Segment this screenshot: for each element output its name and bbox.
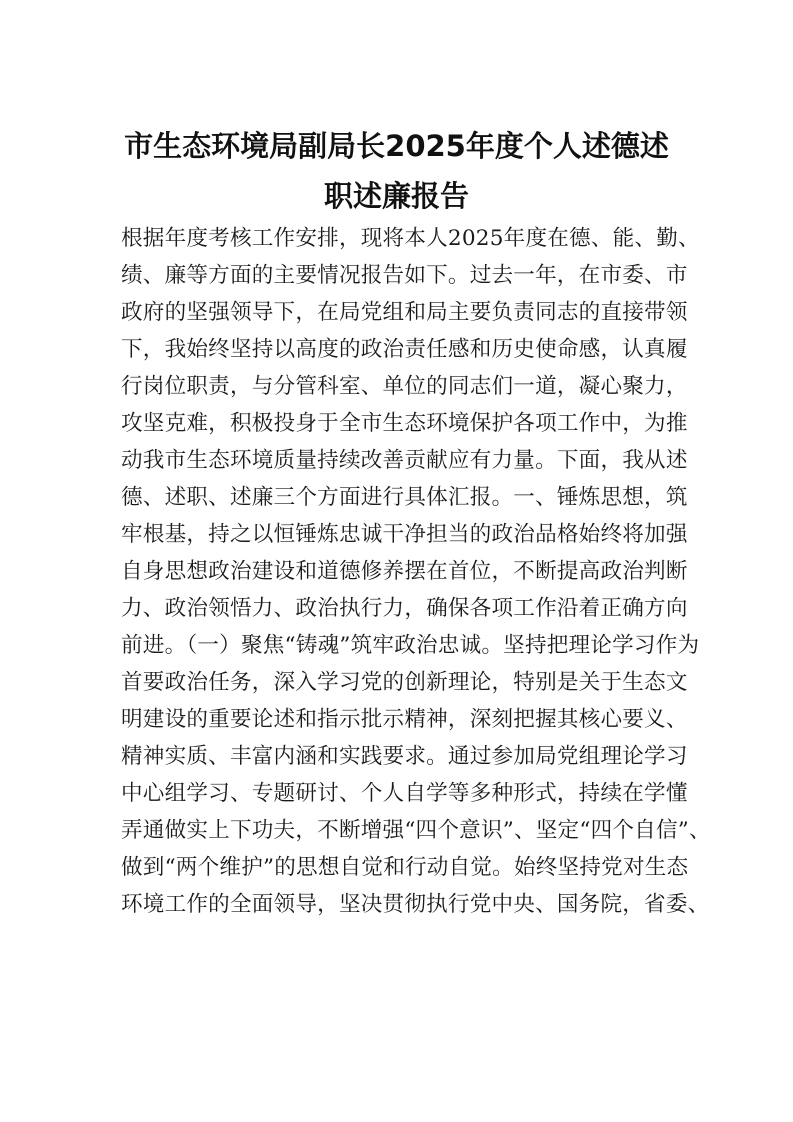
body-line: 弄通做实上下功夫，不断增强“四个意识”、坚定“四个自信”、 bbox=[121, 818, 711, 843]
body-line: 中心组学习、专题研讨、个人自学等多种形式，持续在学懂 bbox=[121, 781, 688, 806]
body-line: 绩、廉等方面的主要情况报告如下。过去一年，在市委、市 bbox=[121, 263, 688, 288]
body-line: 精神实质、丰富内涵和实践要求。通过参加局党组理论学习 bbox=[121, 744, 688, 769]
body-line: 德、述职、述廉三个方面进行具体汇报。一、锤炼思想，筑 bbox=[121, 485, 688, 510]
body-line: 牢根基，持之以恒锤炼忠诚干净担当的政治品格始终将加强 bbox=[121, 522, 688, 547]
body-line: 明建设的重要论述和指示批示精神，深刻把握其核心要义、 bbox=[121, 707, 688, 732]
body-line: 攻坚克难，积极投身于全市生态环境保护各项工作中，为推 bbox=[121, 411, 688, 436]
body-line: 前进。（一）聚焦“铸魂”筑牢政治忠诚。坚持把理论学习作为 bbox=[121, 633, 700, 658]
document-title-line-2: 职述廉报告 bbox=[323, 179, 469, 213]
body-line: 首要政治任务，深入学习党的创新理论，特别是关于生态文 bbox=[121, 670, 688, 695]
document-body bbox=[121, 220, 711, 923]
document-title-line-1: 市生态环境局副局长2025年度个人述德述 bbox=[124, 129, 669, 163]
body-line: 自身思想政治建设和道德修养摆在首位，不断提高政治判断 bbox=[121, 559, 688, 584]
body-line: 动我市生态环境质量持续改善贡献应有力量。下面，我从述 bbox=[121, 448, 688, 473]
body-line: 下，我始终坚持以高度的政治责任感和历史使命感，认真履 bbox=[121, 337, 688, 362]
body-line: 环境工作的全面领导，坚决贯彻执行党中央、国务院，省委、 bbox=[121, 892, 710, 917]
body-line: 根据年度考核工作安排，现将本人2025年度在德、能、勤、 bbox=[121, 226, 700, 251]
body-line: 政府的坚强领导下，在局党组和局主要负责同志的直接带领 bbox=[121, 300, 688, 325]
body-line: 做到“两个维护”的思想自觉和行动自觉。始终坚持党对生态 bbox=[121, 855, 689, 880]
body-line: 力、政治领悟力、政治执行力，确保各项工作沿着正确方向 bbox=[121, 596, 688, 621]
body-line: 行岗位职责，与分管科室、单位的同志们一道，凝心聚力， bbox=[121, 374, 688, 399]
